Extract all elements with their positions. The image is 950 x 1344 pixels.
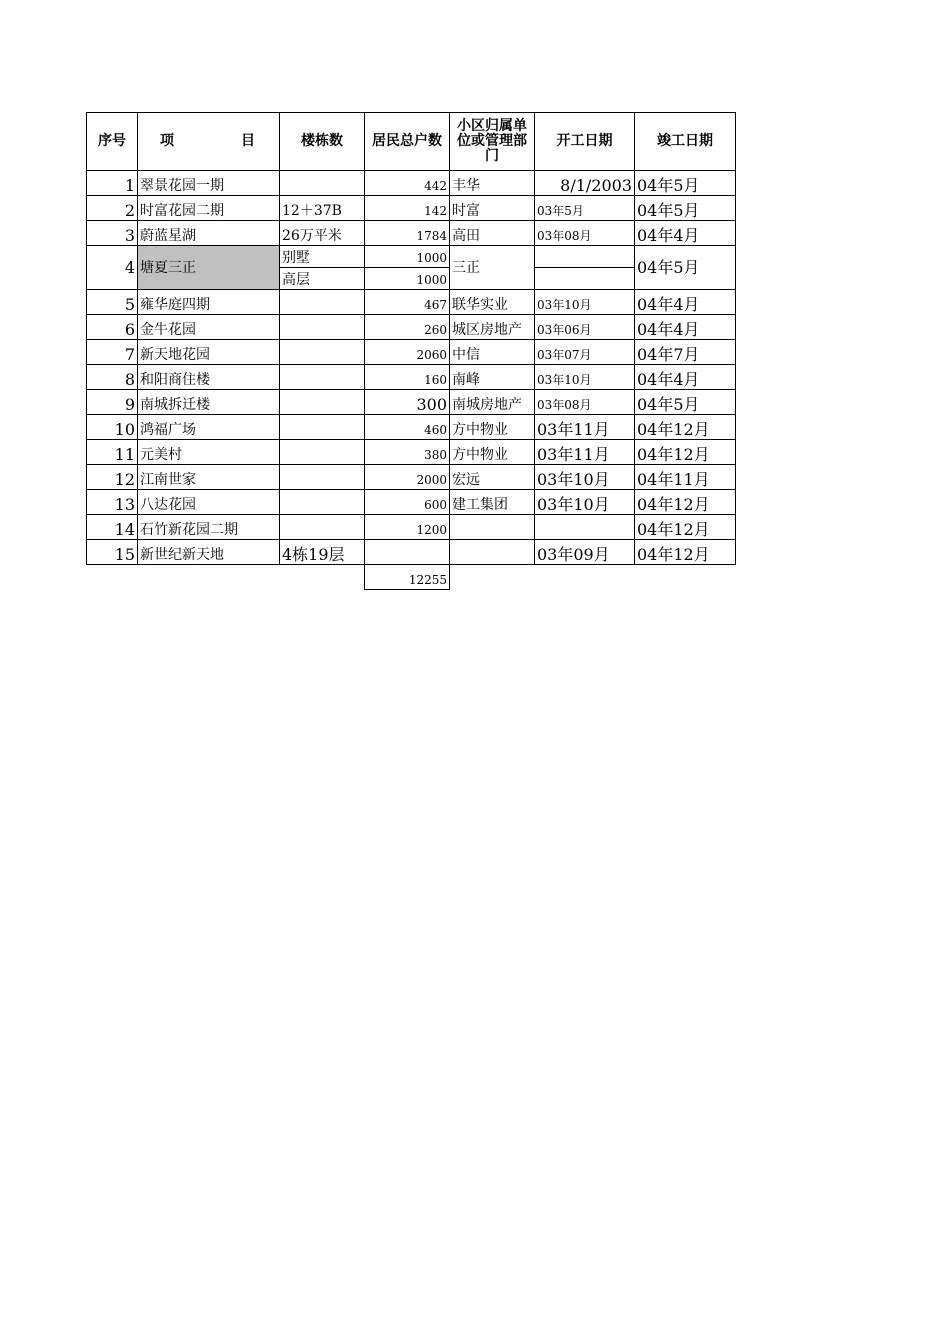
households-cell[interactable]: 2060 [365, 340, 450, 365]
table-row [87, 440, 736, 465]
households-cell[interactable]: 1000 [365, 268, 450, 290]
owner-cell[interactable] [450, 540, 535, 565]
owner-cell[interactable]: 高田 [450, 221, 535, 246]
name-cell[interactable]: 雍华庭四期 [138, 290, 280, 315]
owner-cell[interactable]: 南城房地产 [450, 390, 535, 415]
buildings-cell[interactable]: 26万平米 [280, 221, 365, 246]
buildings-cell[interactable] [280, 171, 365, 196]
seq-cell[interactable]: 5 [87, 290, 138, 315]
finish-cell[interactable]: 04年12月 [635, 415, 736, 440]
start-cell[interactable]: 03年11月 [535, 440, 635, 465]
households-cell[interactable]: 1200 [365, 515, 450, 540]
buildings-cell[interactable] [280, 440, 365, 465]
finish-cell[interactable]: 04年5月 [635, 196, 736, 221]
header-start: 开工日期 [535, 113, 635, 171]
households-cell[interactable]: 380 [365, 440, 450, 465]
finish-cell[interactable]: 04年12月 [635, 515, 736, 540]
start-cell[interactable]: 03年10月 [535, 490, 635, 515]
table-row [87, 221, 736, 246]
name-cell[interactable]: 新天地花园 [138, 340, 280, 365]
households-cell[interactable]: 142 [365, 196, 450, 221]
start-cell[interactable] [535, 515, 635, 540]
buildings-cell[interactable] [280, 415, 365, 440]
start-cell[interactable] [535, 268, 635, 290]
finish-cell[interactable]: 04年4月 [635, 365, 736, 390]
finish-cell[interactable]: 04年12月 [635, 440, 736, 465]
header-item [138, 113, 280, 171]
start-cell[interactable]: 03年10月 [535, 290, 635, 315]
header-owner: 小区归属单位或管理部门 [450, 113, 535, 171]
start-cell[interactable]: 8/1/2003 [535, 171, 635, 196]
finish-cell[interactable]: 04年5月 [635, 171, 736, 196]
table-row [87, 465, 736, 490]
start-cell[interactable]: 03年10月 [535, 365, 635, 390]
blank-cell [635, 565, 736, 590]
name-cell[interactable]: 八达花园 [138, 490, 280, 515]
seq-cell[interactable]: 13 [87, 490, 138, 515]
header-item-b: 目 [241, 133, 255, 149]
name-cell[interactable]: 金牛花园 [138, 315, 280, 340]
households-cell[interactable]: 300 [365, 390, 450, 415]
table-row [87, 315, 736, 340]
name-cell[interactable]: 时富花园二期 [138, 196, 280, 221]
households-cell[interactable]: 1000 [365, 246, 450, 268]
households-cell[interactable] [365, 540, 450, 565]
blank-cell [450, 565, 535, 590]
start-cell[interactable]: 03年06月 [535, 315, 635, 340]
seq-cell[interactable]: 3 [87, 221, 138, 246]
header-finish: 竣工日期 [635, 113, 736, 171]
name-cell[interactable]: 塘夏三正 [138, 246, 280, 290]
table-row [87, 515, 736, 540]
blank-cell [87, 565, 138, 590]
households-cell[interactable]: 260 [365, 315, 450, 340]
seq-cell[interactable]: 1 [87, 171, 138, 196]
seq-cell[interactable]: 2 [87, 196, 138, 221]
table-row [87, 490, 736, 515]
table-row [87, 390, 736, 415]
households-cell[interactable]: 460 [365, 415, 450, 440]
households-cell[interactable]: 600 [365, 490, 450, 515]
owner-cell[interactable]: 时富 [450, 196, 535, 221]
total-households-cell[interactable]: 12255 [365, 565, 450, 590]
owner-cell[interactable]: 建工集团 [450, 490, 535, 515]
seq-cell[interactable]: 6 [87, 315, 138, 340]
seq-cell[interactable]: 14 [87, 515, 138, 540]
start-cell[interactable] [535, 246, 635, 268]
header-households: 居民总户数 [365, 113, 450, 171]
buildings-cell[interactable]: 4栋19层 [280, 540, 365, 565]
finish-cell[interactable]: 04年12月 [635, 540, 736, 565]
owner-cell[interactable]: 联华实业 [450, 290, 535, 315]
name-cell[interactable]: 石竹新花园二期 [138, 515, 280, 540]
blank-cell [535, 565, 635, 590]
start-cell[interactable]: 03年11月 [535, 415, 635, 440]
table-row [87, 171, 736, 196]
households-cell[interactable]: 1784 [365, 221, 450, 246]
finish-cell[interactable]: 04年12月 [635, 490, 736, 515]
name-cell[interactable]: 新世纪新天地 [138, 540, 280, 565]
buildings-cell[interactable] [280, 490, 365, 515]
seq-cell[interactable]: 12 [87, 465, 138, 490]
header-seq: 序号 [87, 113, 138, 171]
buildings-cell[interactable] [280, 515, 365, 540]
owner-cell[interactable]: 方中物业 [450, 415, 535, 440]
table-row [87, 246, 736, 268]
header-item-a: 项 [160, 133, 174, 149]
table-row [87, 540, 736, 565]
buildings-cell[interactable] [280, 315, 365, 340]
buildings-cell[interactable] [280, 290, 365, 315]
table-row [87, 340, 736, 365]
finish-cell[interactable]: 04年5月 [635, 390, 736, 415]
finish-cell[interactable]: 04年4月 [635, 221, 736, 246]
buildings-cell[interactable] [280, 340, 365, 365]
owner-cell[interactable]: 中信 [450, 340, 535, 365]
start-cell[interactable]: 03年08月 [535, 390, 635, 415]
table-row [87, 290, 736, 315]
households-cell[interactable]: 467 [365, 290, 450, 315]
name-cell[interactable]: 江南世家 [138, 465, 280, 490]
table-row [87, 196, 736, 221]
name-cell[interactable]: 南城拆迁楼 [138, 390, 280, 415]
seq-cell[interactable]: 8 [87, 365, 138, 390]
blank-cell [138, 565, 280, 590]
name-cell[interactable]: 翠景花园一期 [138, 171, 280, 196]
name-cell[interactable]: 元美村 [138, 440, 280, 465]
households-cell[interactable]: 160 [365, 365, 450, 390]
name-cell[interactable]: 鸿福广场 [138, 415, 280, 440]
buildings-cell[interactable] [280, 390, 365, 415]
start-cell[interactable]: 03年09月 [535, 540, 635, 565]
blank-cell [280, 565, 365, 590]
owner-cell[interactable]: 方中物业 [450, 440, 535, 465]
finish-cell[interactable]: 04年4月 [635, 315, 736, 340]
buildings-cell[interactable] [280, 365, 365, 390]
owner-cell[interactable]: 三正 [450, 246, 535, 290]
seq-cell[interactable]: 7 [87, 340, 138, 365]
start-cell[interactable]: 03年5月 [535, 196, 635, 221]
start-cell[interactable]: 03年10月 [535, 465, 635, 490]
buildings-cell[interactable] [280, 465, 365, 490]
owner-cell[interactable]: 南峰 [450, 365, 535, 390]
finish-cell[interactable]: 04年11月 [635, 465, 736, 490]
households-cell[interactable]: 2000 [365, 465, 450, 490]
owner-cell[interactable]: 城区房地产 [450, 315, 535, 340]
owner-cell[interactable] [450, 515, 535, 540]
buildings-cell[interactable]: 别墅 [280, 246, 365, 268]
start-cell[interactable]: 03年08月 [535, 221, 635, 246]
name-cell[interactable]: 蔚蓝星湖 [138, 221, 280, 246]
name-cell[interactable]: 和阳商住楼 [138, 365, 280, 390]
start-cell[interactable]: 03年07月 [535, 340, 635, 365]
buildings-cell[interactable]: 12＋37B [280, 196, 365, 221]
seq-cell[interactable]: 11 [87, 440, 138, 465]
header-row [87, 113, 736, 171]
seq-cell[interactable]: 9 [87, 390, 138, 415]
owner-cell[interactable]: 宏远 [450, 465, 535, 490]
total-row [87, 565, 736, 590]
households-cell[interactable]: 442 [365, 171, 450, 196]
finish-cell[interactable]: 04年7月 [635, 340, 736, 365]
buildings-cell[interactable]: 高层 [280, 268, 365, 290]
finish-cell[interactable]: 04年4月 [635, 290, 736, 315]
seq-cell[interactable]: 4 [87, 246, 138, 290]
housing-table [86, 112, 736, 590]
header-buildings: 楼栋数 [280, 113, 365, 171]
owner-cell[interactable]: 丰华 [450, 171, 535, 196]
seq-cell[interactable]: 15 [87, 540, 138, 565]
finish-cell[interactable]: 04年5月 [635, 246, 736, 290]
seq-cell[interactable]: 10 [87, 415, 138, 440]
table-row [87, 365, 736, 390]
table-row [87, 415, 736, 440]
